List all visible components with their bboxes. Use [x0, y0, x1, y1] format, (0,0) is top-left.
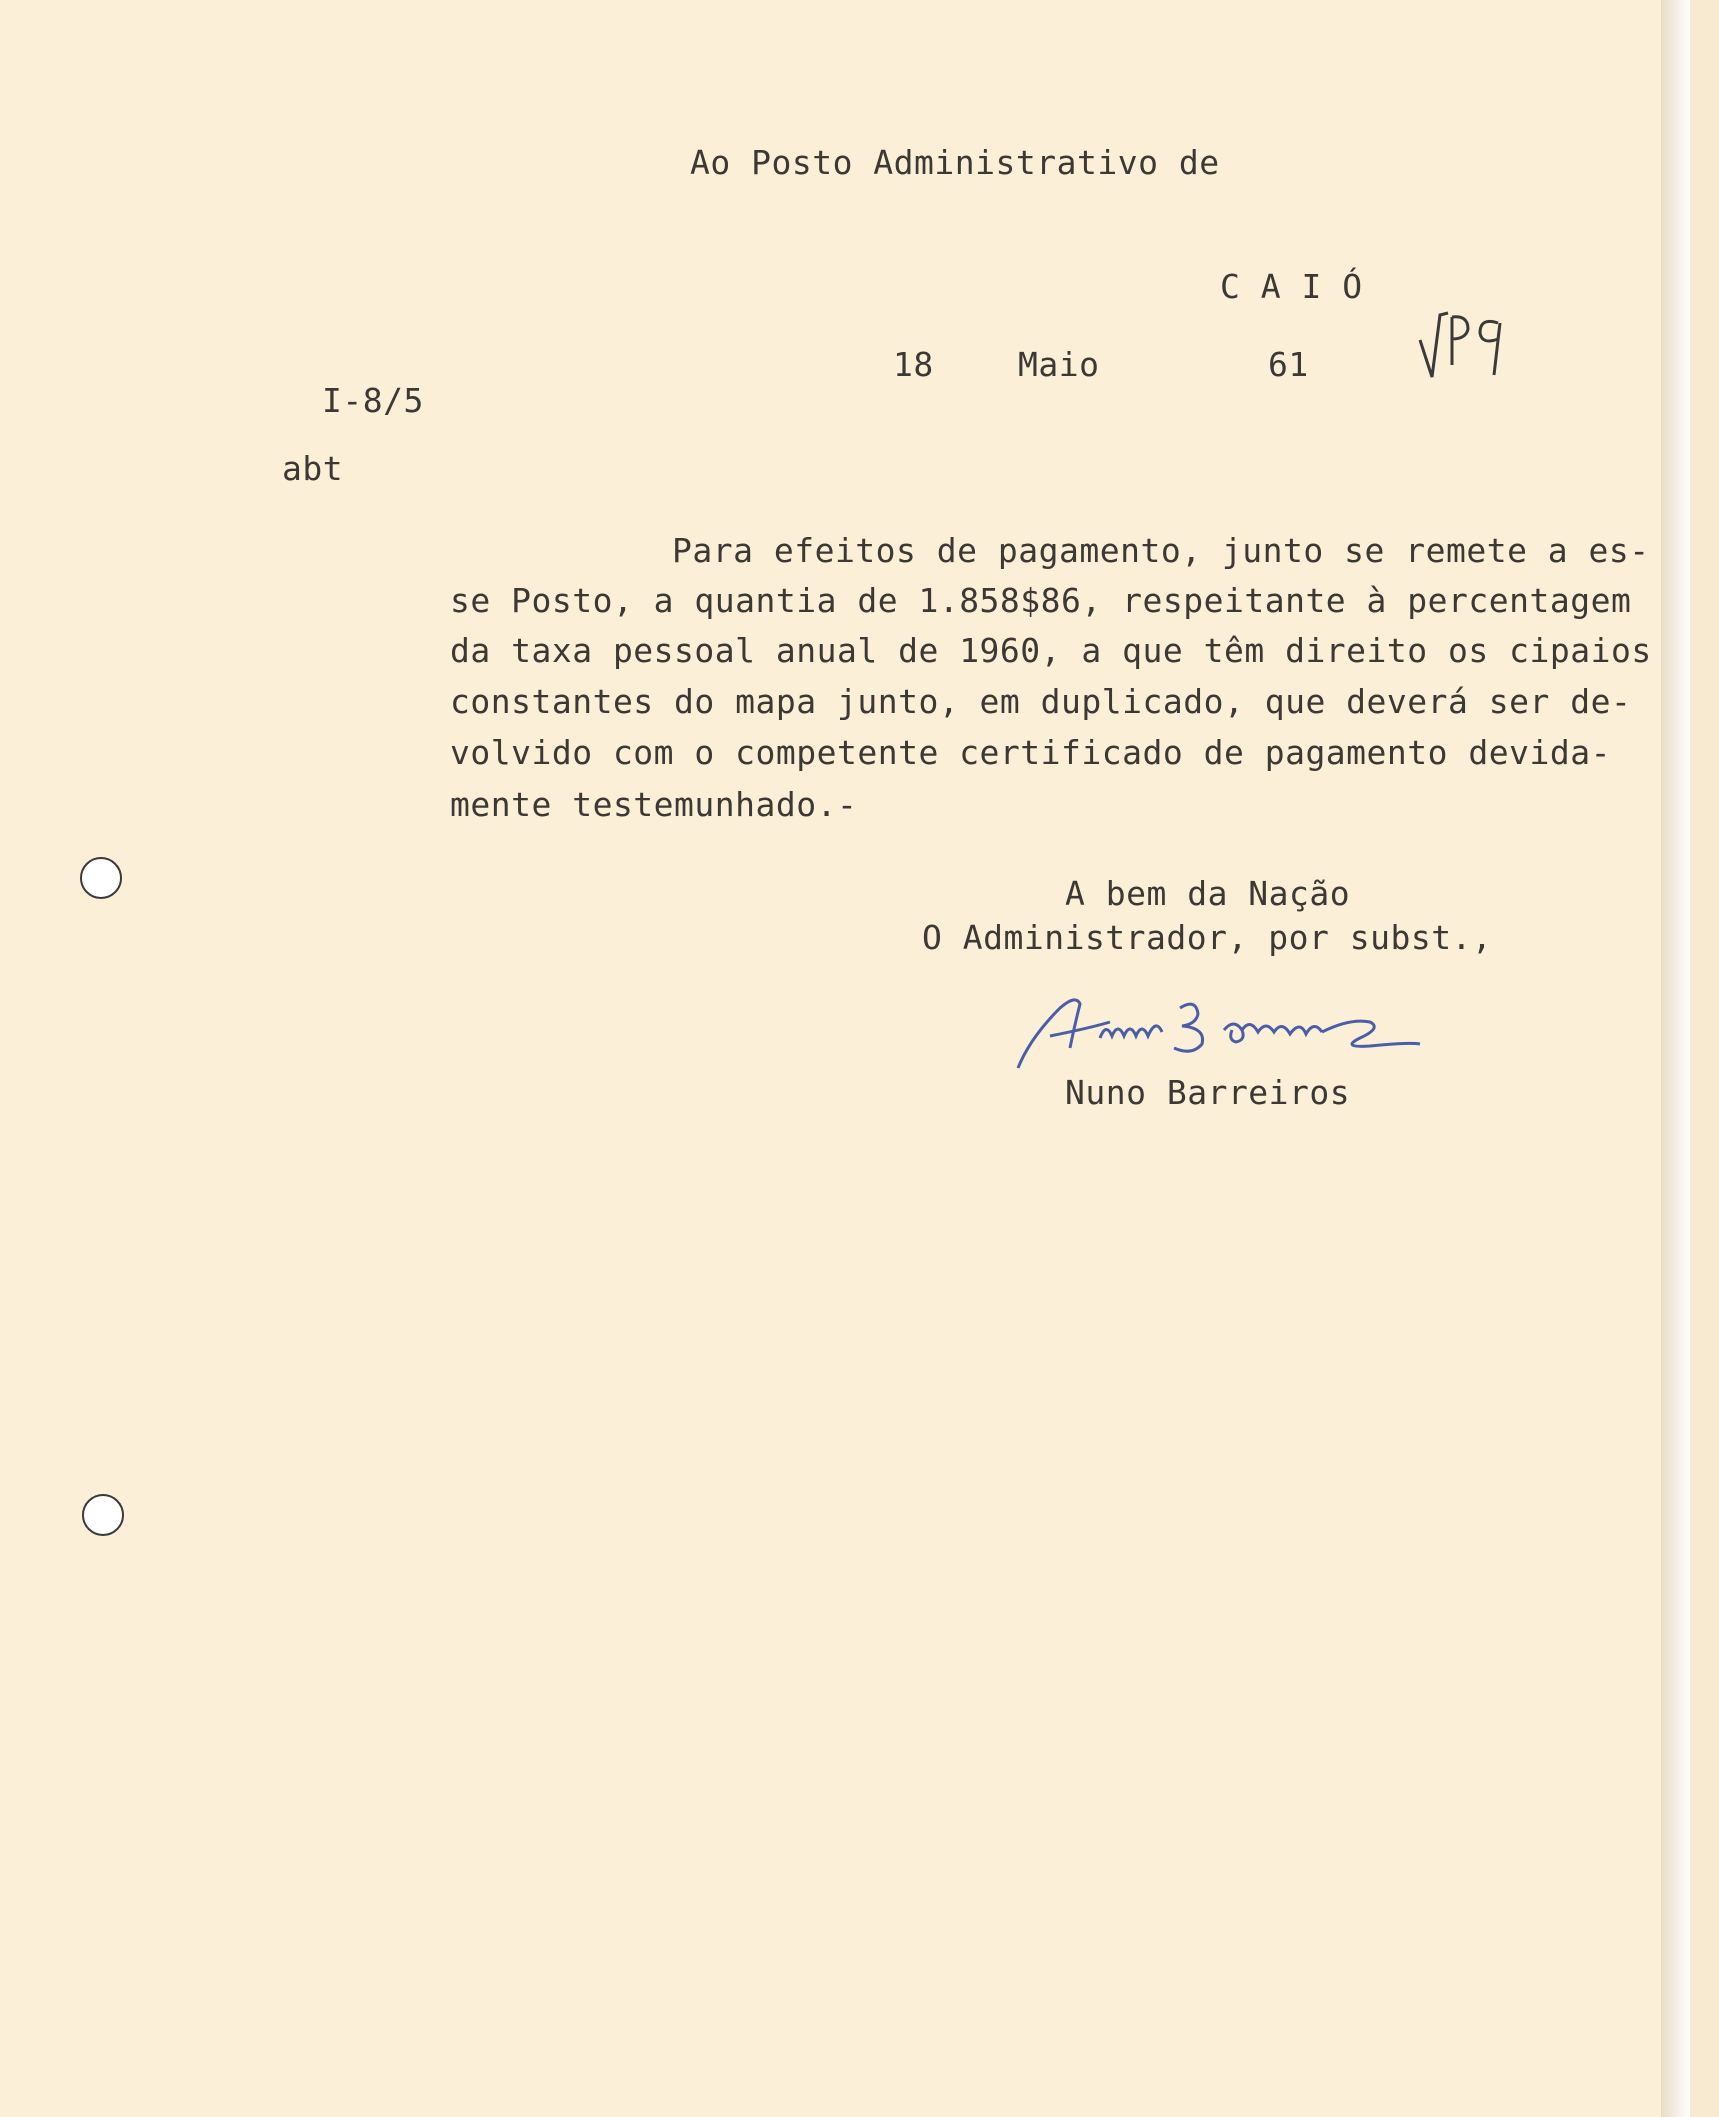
page-edge	[1661, 0, 1690, 2117]
typist-initials: abt	[282, 449, 344, 488]
handwritten-note	[1418, 305, 1518, 393]
handwritten-note-mark	[1418, 305, 1518, 385]
place-name: C A I Ó	[1220, 267, 1363, 306]
date-year: 61	[1268, 345, 1309, 384]
body-line: se Posto, a quantia de 1.858$86, respeitante à percentagem	[450, 581, 1632, 620]
reference-code: I-8/5	[322, 381, 424, 420]
body-line: Para efeitos de pagamento, junto se remete a es-	[672, 531, 1650, 570]
body-line: volvido com o competente certificado de pagamento devida-	[450, 733, 1611, 772]
punch-hole-top	[80, 857, 122, 899]
body-line: da taxa pessoal anual de 1960, a que têm direito os cipaios	[450, 631, 1652, 670]
punch-hole-bottom	[82, 1494, 124, 1536]
addressee-line: Ao Posto Administrativo de	[690, 143, 1220, 182]
date-month: Maio	[1018, 345, 1100, 384]
body-line: constantes do mapa junto, em duplicado, que deverá ser de-	[450, 682, 1632, 721]
body-line: mente testemunhado.-	[450, 785, 858, 824]
date-day: 18	[893, 345, 934, 384]
closing-line: A bem da Nação	[1065, 874, 1351, 913]
signatory-title: O Administrador, por subst.,	[922, 918, 1493, 957]
signature-scribble	[1010, 978, 1470, 1088]
signatory-name: Nuno Barreiros	[1065, 1073, 1351, 1112]
